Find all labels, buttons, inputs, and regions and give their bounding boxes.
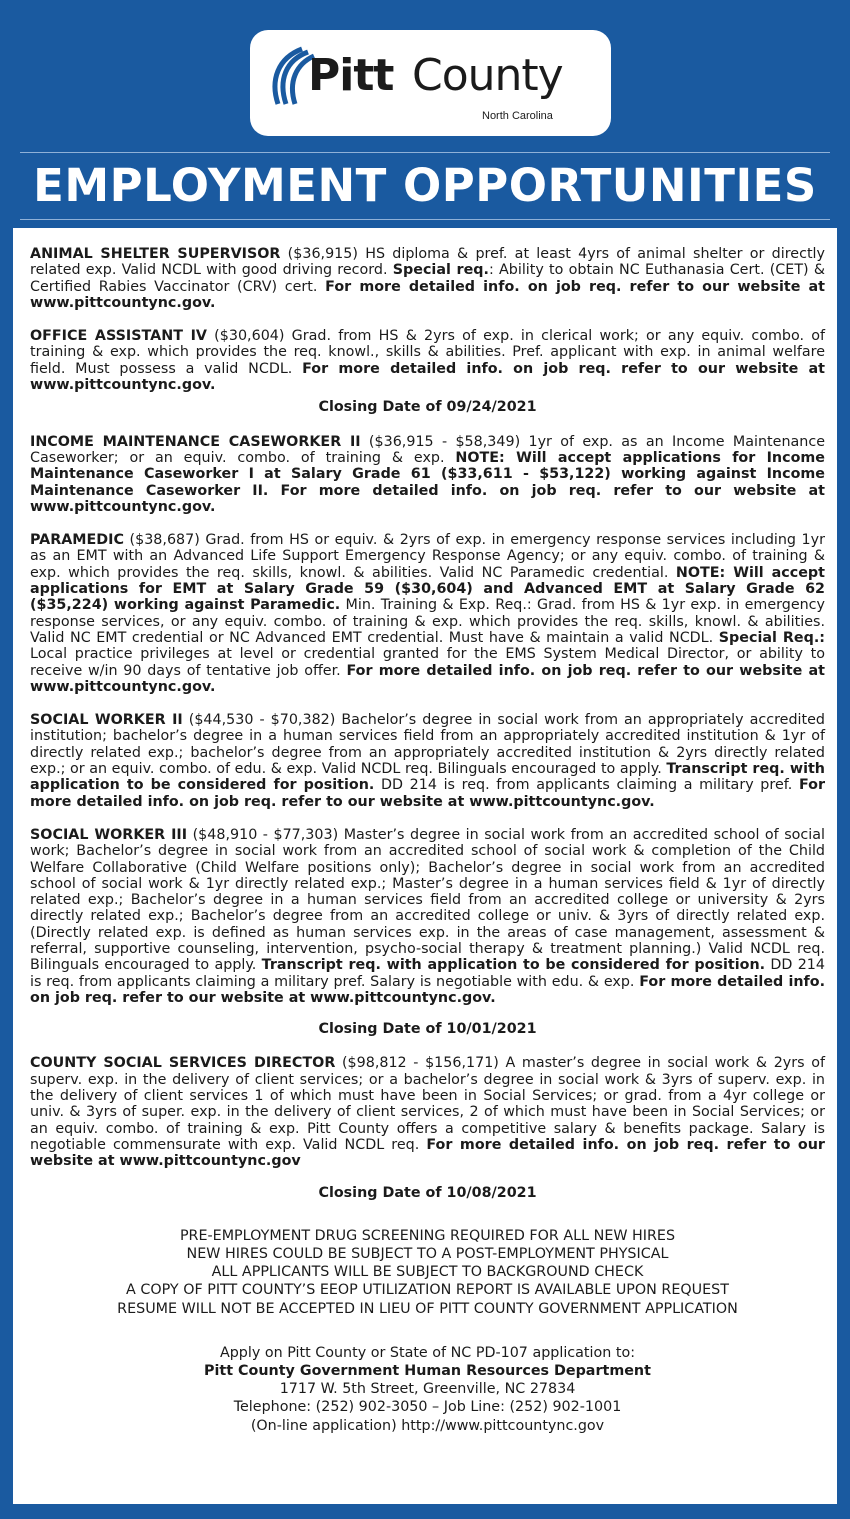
job-body-continued: DD 214 is req. from applicants claiming a military pref. Salary is negotiable with edu. & exp. — [30, 957, 825, 990]
logo-name-light: County — [412, 50, 563, 101]
notice-line: A COPY OF PITT COUNTY’S EEOP UTILIZATION REPORT IS AVAILABLE UPON REQUEST — [126, 1282, 729, 1299]
apply-info — [30, 1344, 825, 1435]
closing-date: Closing Date of 10/01/2021 — [318, 1021, 537, 1038]
logo-name-bold: Pitt — [308, 50, 394, 101]
special-req-label: Special Req.: — [718, 629, 826, 646]
job-title: INCOME MAINTENANCE CASEWORKER II — [30, 433, 361, 450]
job-listing — [30, 712, 825, 810]
notice-line: ALL APPLICANTS WILL BE SUBJECT TO BACKGROUND CHECK — [211, 1264, 644, 1281]
more-info-text: For more detailed info. on job req. refer to our website at www.pittcountync.gov. — [30, 662, 826, 695]
job-title: OFFICE ASSISTANT IV — [30, 328, 207, 345]
more-info-text: For more detailed info. on job req. refer to our website at www.pittcountync.gov. — [30, 360, 825, 394]
job-body: ($98,812 - $156,171) A master’s degree in social work & 2yrs of superv. exp. in the delivery of client services; or a bachelor’s degree in social work & 3yrs of superv. exp. in the delivery of client services 1 of which must have been in Social Services; or grad. from a 4yr college or univ. & 3yrs of super. exp. in the delivery of client services, 2 of which must have been in Social Services; or an equiv. combo. of training & exp. Pitt County offers a competitive salary & benefits package. Salary is negotiable commensurate with exp. Valid NCDL req. — [30, 1055, 825, 1153]
notice-line: PRE-EMPLOYMENT DRUG SCREENING REQUIRED FOR ALL NEW HIRES — [179, 1227, 676, 1244]
job-listing — [30, 827, 825, 1006]
headline: EMPLOYMENT OPPORTUNITIES — [33, 159, 817, 212]
more-info-text: For more detailed info. on job req. refer to our website at www.pittcountync.gov — [30, 1136, 825, 1170]
job-title: SOCIAL WORKER II — [30, 712, 183, 729]
logo-state: North Carolina — [482, 110, 553, 122]
hr-address: 1717 W. 5th Street, Greenville, NC 27834 — [279, 1381, 576, 1398]
job-body: ($36,915 - $58,349) 1yr of exp. as an Income Maintenance Caseworker; or an equiv. combo. of training & exp. — [30, 433, 825, 466]
transcript-req: Transcript req. with application to be considered for position. — [30, 761, 825, 794]
more-info-text: For more detailed info. on job req. refer to our website at www.pittcountync.gov. — [30, 973, 825, 1006]
job-title: COUNTY SOCIAL SERVICES DIRECTOR — [30, 1055, 336, 1072]
job-listing — [30, 246, 825, 311]
special-req-body: : Ability to obtain NC Euthanasia Cert. (CET) & Certified Rabies Vaccinator (CRV) cert. — [30, 262, 825, 295]
notices — [30, 1227, 825, 1318]
note-text: NOTE: Will accept applications for EMT at Salary Grade 59 ($30,604) and Advanced EMT at Salary Grade 62 ($35,224) working against Paramedic. — [30, 564, 825, 614]
job-body: ($30,604) Grad. from HS & 2yrs of exp. in clerical work; or any equiv. combo. of training & exp. which provides the req. knowl., skills & abilities. Pref. applicant with exp. in animal welfare field. Must possess a valid NCDL. — [30, 328, 825, 377]
job-listing — [30, 532, 825, 695]
job-body: ($44,530 - $70,382) Bachelor’s degree in social work from an appropriately accredited institution; bachelor’s degree in a human services field from an appropriately accredited institution & 1yr of directly related exp.; bachelor’s degree from an appropriately accredited institution & 2yrs directly related exp.; or an equiv. combo. of edu. & exp. Valid NCDL req. Bilinguals encouraged to apply. — [30, 712, 825, 778]
job-body-continued: Min. Training & Exp. Req.: Grad. from HS & 1yr exp. in emergency response services, or any equiv. combo. of training & exp. which provides the req. skills, knowl. & abilities. Valid NC EMT credential or NC Advanced EMT credential. Must have & maintain a valid NCDL. — [30, 597, 825, 646]
job-title: PARAMEDIC — [30, 532, 124, 549]
note-text: NOTE: Will accept applications for Income Maintenance Caseworker I at Salary Grade 61 ($33,611 - $53,122) working against Income Maintenance Caseworker II. For more detailed info. on job req. refer to our website at www.pittcountync.gov. — [30, 449, 825, 515]
notice-line: RESUME WILL NOT BE ACCEPTED IN LIEU OF PITT COUNTY GOVERNMENT APPLICATION — [117, 1300, 738, 1317]
divider-top — [20, 152, 830, 153]
job-title: SOCIAL WORKER III — [30, 826, 188, 843]
job-listing — [30, 434, 825, 515]
job-listing — [30, 328, 825, 393]
special-req-body: Local practice privileges at level or credential granted for the EMS System Medical Director, or ability to receive w/in 90 days of tentative job offer. — [30, 646, 825, 679]
more-info-text: For more detailed info. on job req. refer to our website at www.pittcountync.gov. — [30, 777, 825, 810]
job-listing — [30, 1055, 825, 1169]
transcript-req: Transcript req. with application to be considered for position. — [261, 957, 766, 974]
listings-panel — [13, 228, 837, 1504]
hr-department: Pitt County Government Human Resources Department — [204, 1363, 651, 1380]
hr-phones: Telephone: (252) 902-3050 – Job Line: (252) 902-1001 — [233, 1399, 622, 1416]
job-title: ANIMAL SHELTER SUPERVISOR — [30, 246, 281, 262]
online-application: (On-line application) http://www.pittcountync.gov — [250, 1417, 605, 1434]
job-body-continued: DD 214 is req. from applicants claiming a military pref. — [374, 777, 799, 794]
notice-line: NEW HIRES COULD BE SUBJECT TO A POST-EMPLOYMENT PHYSICAL — [186, 1246, 669, 1263]
more-info-text: For more detailed info. on job req. refer to our website at www.pittcountync.gov. — [30, 278, 825, 311]
closing-date: Closing Date of 09/24/2021 — [318, 399, 537, 416]
special-req-label: Special req. — [392, 262, 489, 279]
apply-intro: Apply on Pitt County or State of NC PD-107 application to: — [219, 1344, 636, 1361]
divider-bottom — [20, 219, 830, 220]
logo — [250, 30, 611, 136]
job-body: ($38,687) Grad. from HS or equiv. & 2yrs of exp. in emergency response services including 1yr as an EMT with an Advanced Life Support Emergency Response Agency; or any equiv. combo. of training & exp. which provides the req. skills, knowl. & abilities. Valid NC Paramedic credential. — [30, 532, 825, 581]
job-body: ($48,910 - $77,303) Master’s degree in social work from an accredited school of social work; Bachelor’s degree in social work from an accredited school of social work & completion of the Child Welfare Collaborative (Child Welfare positions only); Bachelor’s degree in social work from an accredited school of social work & 1yr directly related exp.; Master’s degree in a human services field & 1yr of directly related exp.; Bachelor’s degree in a human services field from an accredited college or university & 2yrs directly related exp.; Bachelor’s degree from an accredited college or univ. & 3yrs of directly related exp. (Directly related exp. is defined as human services exp. in the areas of case management, assessment & referral, supportive counseling, intervention, psycho-social therapy & treatment planning.) Valid NCDL req. Bilinguals encouraged to apply. — [30, 826, 825, 974]
job-body: ($36,915) HS diploma & pref. at least 4yrs of animal shelter or directly related exp. Valid NCDL with good driving record. — [30, 246, 825, 279]
closing-date: Closing Date of 10/08/2021 — [318, 1184, 537, 1201]
